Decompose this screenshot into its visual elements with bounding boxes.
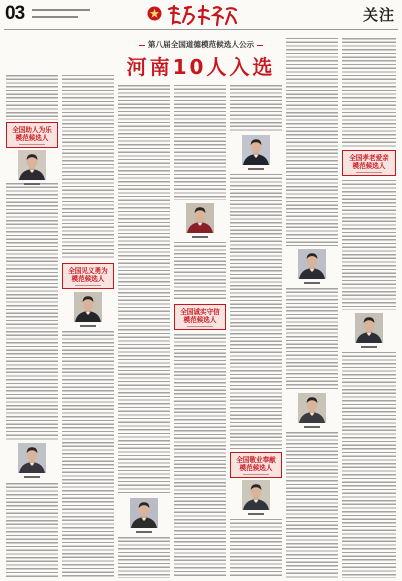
- name-caption-placeholder: [24, 183, 40, 185]
- name-caption-placeholder: [248, 168, 264, 170]
- headline-title: 河南10人入选: [126, 55, 276, 79]
- article-text-block: [6, 183, 58, 440]
- name-caption-placeholder: [304, 426, 320, 428]
- portrait-photo: [186, 203, 214, 233]
- category-label: 模范候选人: [183, 316, 217, 324]
- article-text-block: [118, 537, 170, 578]
- portrait-photo: [130, 498, 158, 528]
- category-subtitle-placeholder: [243, 474, 269, 475]
- name-caption-placeholder: [24, 476, 40, 478]
- page-number: 03: [5, 3, 25, 24]
- article-text-block: [174, 334, 226, 578]
- article-text-block: [230, 85, 282, 132]
- portrait-photo: [355, 313, 383, 343]
- name-caption-placeholder: [248, 513, 264, 515]
- name-caption-placeholder: [192, 236, 208, 238]
- portrait-photo: [18, 443, 46, 473]
- section-label: 关注: [362, 6, 395, 24]
- star-emblem-icon: [147, 6, 162, 21]
- category-box-helping-others: [6, 122, 58, 148]
- category-subtitle-placeholder: [19, 144, 45, 145]
- category-label: 模范候选人: [15, 134, 49, 142]
- name-caption-placeholder: [361, 346, 377, 348]
- category-label: 模范候选人: [352, 162, 386, 170]
- category-label: 模范候选人: [71, 275, 105, 283]
- article-text-block: [286, 432, 338, 578]
- article-text-block: [342, 38, 396, 147]
- category-label: 全国见义勇为: [68, 267, 108, 275]
- category-box-filial-piety: [342, 150, 396, 176]
- category-label: 全国孝老爱亲: [349, 154, 389, 162]
- portrait-photo: [242, 480, 270, 510]
- editor-line: [32, 16, 78, 18]
- category-subtitle-placeholder: [75, 285, 101, 286]
- name-caption-placeholder: [136, 531, 152, 533]
- article-text-block: [286, 288, 338, 390]
- category-subtitle-placeholder: [356, 172, 382, 173]
- calligraphy-logo-icon: [166, 3, 238, 27]
- article-text-block: [62, 75, 114, 260]
- date-line: [32, 9, 90, 11]
- article-text-block: [230, 174, 282, 449]
- article-text-block: [174, 242, 226, 301]
- header-rule: [4, 29, 398, 30]
- category-label: 模范候选人: [239, 464, 273, 472]
- portrait-photo: [242, 135, 270, 165]
- portrait-photo: [74, 292, 102, 322]
- article-text-block: [6, 483, 58, 578]
- portrait-photo: [18, 150, 46, 180]
- category-box-honesty: [174, 304, 226, 330]
- article-text-block: [230, 519, 282, 578]
- article-text-block: [342, 180, 396, 310]
- category-box-bravery: [62, 263, 114, 289]
- name-caption-placeholder: [304, 282, 320, 284]
- category-box-dedication: [230, 452, 282, 478]
- article-text-block: [62, 331, 114, 578]
- category-label: 全国敬业奉献: [236, 456, 276, 464]
- headline-kicker: 第八届全国道德模范候选人公示: [120, 39, 282, 50]
- article-text-block: [6, 75, 58, 120]
- category-label: 全国助人为乐: [12, 126, 52, 134]
- portrait-photo: [298, 393, 326, 423]
- article-text-block: [342, 352, 396, 578]
- name-caption-placeholder: [80, 325, 96, 327]
- article-text-block: [286, 38, 338, 246]
- category-label: 全国诚实守信: [180, 308, 220, 316]
- portrait-photo: [298, 249, 326, 279]
- category-subtitle-placeholder: [187, 326, 213, 327]
- article-text-block: [174, 85, 226, 200]
- article-text-block: [118, 85, 170, 495]
